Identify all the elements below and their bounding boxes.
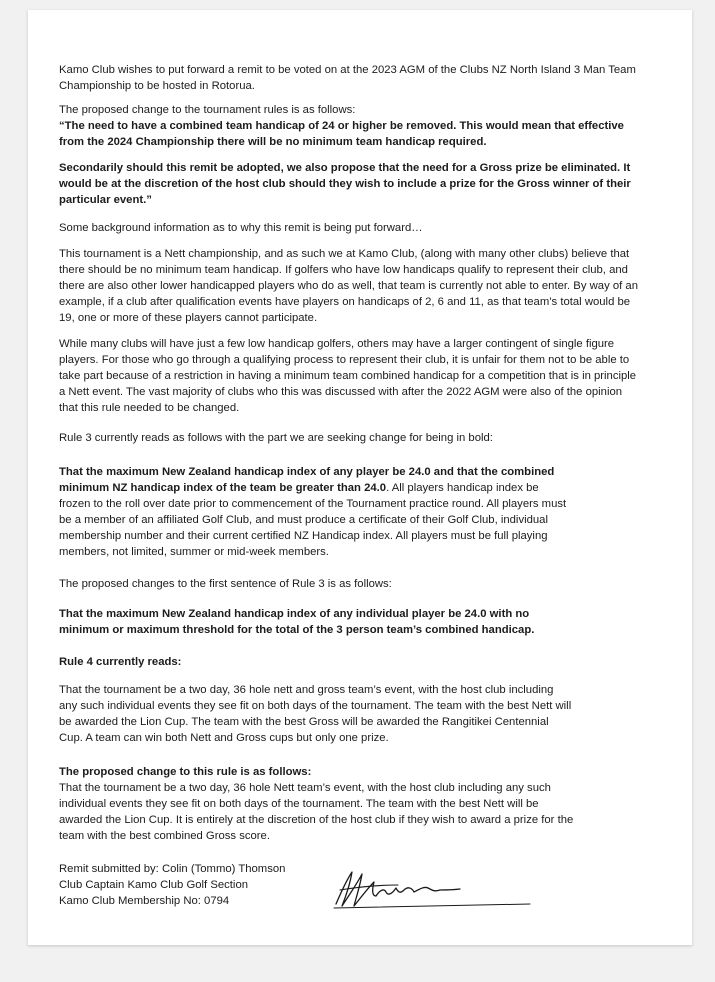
- background-paragraph-2: While many clubs will have just a few low handicap golfers, others may have a larger contingent of single figure players. For those who go through a qualifying process to represent their club, it is unfair for them not to be able to take part because of a restriction in having a minimum team combined handicap for a competition that is in principle a Nett event. The vast majority of clubs who this was discussed with after the 2022 AGM were also of the opinion that this rule needed to be changed.: [59, 338, 637, 414]
- rule4-change-heading: The proposed change to this rule is as follows:: [59, 766, 312, 778]
- signoff-membership: Kamo Club Membership No: 0794: [59, 895, 230, 907]
- document-page: [28, 10, 692, 945]
- handwritten-signature: [328, 860, 538, 910]
- rule3-intro: Rule 3 currently reads as follows with the part we are seeking change for being in bold:: [59, 432, 493, 444]
- rule4-text: That the tournament be a two day, 36 hole nett and gross team’s event, with the host club including any such individual events they see fit on both days of the tournament. The team with the best Nett will be awarded the Lion Cup. The team with the best Gross will be awarded the Rangitikei Centennial Cup. A team can win both Nett and Gross cups but only one prize.: [59, 684, 572, 744]
- background-paragraph-1: This tournament is a Nett championship, and as such we at Kamo Club, (along with many other clubs) believe that there should be no minimum team handicap. If golfers who have low handicaps qualify to represent their club, and there are also other lower handicapped players who do as well, that team is currently not able to enter. By way of an example, if a club after qualification events have players on handicaps of 2, 6 and 11, as that team’s total would be 19, one or more of these players cannot participate.: [59, 248, 638, 324]
- proposed-change-heading: The proposed change to the tournament rules is as follows:: [59, 104, 356, 116]
- background-intro: Some background information as to why this remit is being put forward…: [59, 222, 423, 234]
- signoff-submitter: Remit submitted by: Colin (Tommo) Thomson: [59, 863, 286, 875]
- rule4-change-text: That the tournament be a two day, 36 hole Nett team’s event, with the host club including any such individual events they see fit on both days of the tournament. The team with the best Nett will be awarded the Lion Cup. It is entirely at the discretion of the host club if they wish to award a prize for the team with the best combined Gross score.: [59, 782, 574, 842]
- proposed-change-bold-1: “The need to have a combined team handicap of 24 or higher be removed. This would mean that effective from the 2024 Championship there will be no minimum team handicap required.: [59, 120, 624, 148]
- document-body: [59, 62, 659, 844]
- rule3-text: [59, 464, 659, 560]
- rule4-heading: Rule 4 currently reads:: [59, 656, 182, 668]
- rule3-change-intro: The proposed changes to the first sentence of Rule 3 is as follows:: [59, 578, 392, 590]
- intro-paragraph: Kamo Club wishes to put forward a remit to be voted on at the 2023 AGM of the Clubs NZ North Island 3 Man Team Championship to be hosted in Rotorua.: [59, 64, 636, 92]
- rule3-change-bold: That the maximum New Zealand handicap index of any individual player be 24.0 with no minimum or maximum threshold for the total of the 3 person team’s combined handicap.: [59, 608, 535, 636]
- rule3-bold-part: That the maximum New Zealand handicap index of any player be 24.0 and that the combined minimum NZ handicap index of the team be greater than 24.0: [59, 466, 555, 494]
- proposed-change-bold-2: Secondarily should this remit be adopted, we also propose that the need for a Gross prize be eliminated. It would be at the discretion of the host club should they wish to include a prize for the Gross winner of their particular event.”: [59, 162, 631, 206]
- signoff-role: Club Captain Kamo Club Golf Section: [59, 879, 249, 891]
- signoff-block: [59, 861, 285, 909]
- rule3-normal-part: . All players handicap index be frozen to the roll over date prior to commencement of the Tournament practice round. All players must be a member of an affiliated Golf Club, and must produce a certificate of their Golf Club, individual membership number and their current certified NZ Handicap index. All players must be full playing members, not limited, summer or mid-week members.: [59, 482, 567, 558]
